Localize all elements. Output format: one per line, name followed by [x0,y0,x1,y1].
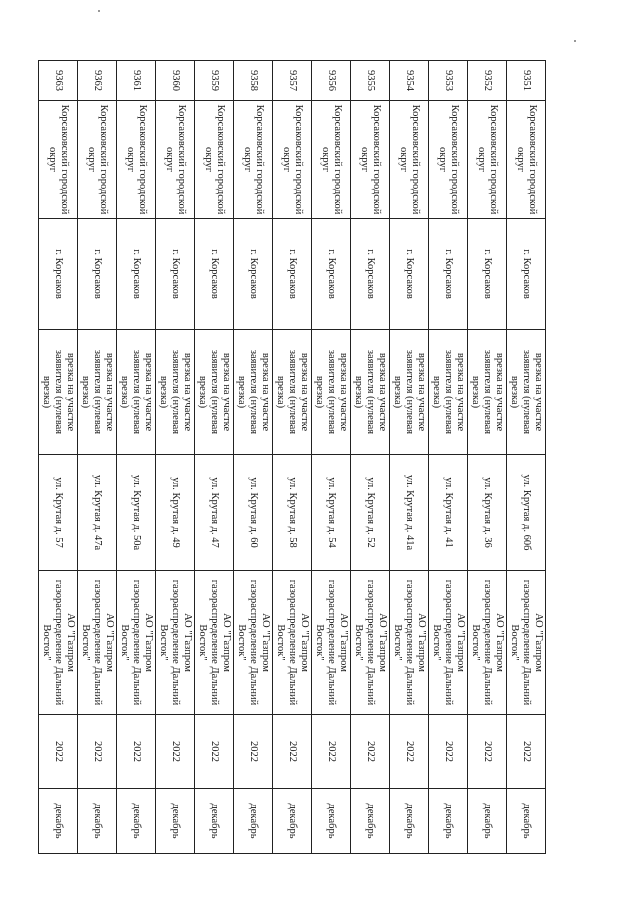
address-cell: ул. Крутая д. 60б [507,455,546,571]
work-type-cell: врезка на участке заявителя (нулевая врезка) [39,330,78,455]
table-row [390,61,429,854]
district-cell: Корсаковский городской округ [507,101,546,219]
district-cell: Корсаковский городской округ [468,101,507,219]
district-cell: Корсаковский городской округ [117,101,156,219]
year-cell: 2022 [351,715,390,789]
address-cell: ул. Крутая д. 58 [273,455,312,571]
work-type-cell: врезка на участке заявителя (нулевая врезка) [351,330,390,455]
month-cell: декабрь [78,789,117,854]
address-cell: ул. Крутая д. 41а [390,455,429,571]
company-cell: АО "Газпром газораспределение Дальний Восток" [117,571,156,715]
table-row [351,61,390,854]
year-cell: 2022 [39,715,78,789]
year-cell: 2022 [429,715,468,789]
month-cell: декабрь [234,789,273,854]
address-cell: ул. Крутая д. 52 [351,455,390,571]
work-type-cell: врезка на участке заявителя (нулевая врезка) [195,330,234,455]
row-number-cell: 9363 [39,61,78,101]
year-cell: 2022 [390,715,429,789]
district-cell: Корсаковский городской округ [351,101,390,219]
district-cell: Корсаковский городской округ [78,101,117,219]
month-cell: декабрь [507,789,546,854]
locality-cell: г. Корсаков [234,219,273,330]
table-row [78,61,117,854]
company-cell: АО "Газпром газораспределение Дальний Восток" [273,571,312,715]
district-cell: Корсаковский городской округ [195,101,234,219]
row-number-cell: 9356 [312,61,351,101]
work-type-cell: врезка на участке заявителя (нулевая врезка) [468,330,507,455]
row-number-cell: 9352 [468,61,507,101]
year-cell: 2022 [195,715,234,789]
year-cell: 2022 [273,715,312,789]
district-cell: Корсаковский городской округ [312,101,351,219]
table-row [117,61,156,854]
row-number-cell: 9351 [507,61,546,101]
work-type-cell: врезка на участке заявителя (нулевая врезка) [234,330,273,455]
month-cell: декабрь [468,789,507,854]
rotated-table-wrapper [41,60,546,853]
company-cell: АО "Газпром газораспределение Дальний Восток" [390,571,429,715]
district-cell: Корсаковский городской округ [234,101,273,219]
address-cell: ул. Крутая д. 47 [195,455,234,571]
table-row [429,61,468,854]
row-number-cell: 9355 [351,61,390,101]
work-type-cell: врезка на участке заявителя (нулевая врезка) [273,330,312,455]
work-type-cell: врезка на участке заявителя (нулевая врезка) [390,330,429,455]
company-cell: АО "Газпром газораспределение Дальний Восток" [312,571,351,715]
year-cell: 2022 [156,715,195,789]
month-cell: декабрь [273,789,312,854]
scan-speck [98,10,100,12]
row-number-cell: 9362 [78,61,117,101]
address-cell: ул. Крутая д. 50а [117,455,156,571]
company-cell: АО "Газпром газораспределение Дальний Восток" [429,571,468,715]
address-cell: ул. Крутая д. 41 [429,455,468,571]
row-number-cell: 9358 [234,61,273,101]
address-cell: ул. Крутая д. 36 [468,455,507,571]
row-number-cell: 9357 [273,61,312,101]
work-type-cell: врезка на участке заявителя (нулевая врезка) [156,330,195,455]
locality-cell: г. Корсаков [312,219,351,330]
locality-cell: г. Корсаков [507,219,546,330]
address-cell: ул. Крутая д. 49 [156,455,195,571]
year-cell: 2022 [234,715,273,789]
table-row [507,61,546,854]
work-type-cell: врезка на участке заявителя (нулевая врезка) [507,330,546,455]
scan-speck [574,40,576,42]
address-cell: ул. Крутая д. 47а [78,455,117,571]
address-cell: ул. Крутая д. 57 [39,455,78,571]
month-cell: декабрь [117,789,156,854]
month-cell: декабрь [390,789,429,854]
table-row [312,61,351,854]
row-number-cell: 9361 [117,61,156,101]
locality-cell: г. Корсаков [468,219,507,330]
row-number-cell: 9354 [390,61,429,101]
work-type-cell: врезка на участке заявителя (нулевая врезка) [312,330,351,455]
company-cell: АО "Газпром газораспределение Дальний Восток" [39,571,78,715]
company-cell: АО "Газпром газораспределение Дальний Восток" [195,571,234,715]
district-cell: Корсаковский городской округ [39,101,78,219]
company-cell: АО "Газпром газораспределение Дальний Восток" [351,571,390,715]
locality-cell: г. Корсаков [390,219,429,330]
year-cell: 2022 [312,715,351,789]
company-cell: АО "Газпром газораспределение Дальний Восток" [234,571,273,715]
month-cell: декабрь [429,789,468,854]
work-type-cell: врезка на участке заявителя (нулевая врезка) [78,330,117,455]
table-row [468,61,507,854]
locality-cell: г. Корсаков [117,219,156,330]
locality-cell: г. Корсаков [429,219,468,330]
month-cell: декабрь [195,789,234,854]
year-cell: 2022 [507,715,546,789]
locality-cell: г. Корсаков [39,219,78,330]
company-cell: АО "Газпром газораспределение Дальний Восток" [507,571,546,715]
row-number-cell: 9353 [429,61,468,101]
district-cell: Корсаковский городской округ [429,101,468,219]
table-row [234,61,273,854]
work-type-cell: врезка на участке заявителя (нулевая врезка) [117,330,156,455]
year-cell: 2022 [78,715,117,789]
table-row [195,61,234,854]
row-number-cell: 9360 [156,61,195,101]
row-number-cell: 9359 [195,61,234,101]
address-cell: ул. Крутая д. 60 [234,455,273,571]
locality-cell: г. Корсаков [78,219,117,330]
month-cell: декабрь [39,789,78,854]
company-cell: АО "Газпром газораспределение Дальний Восток" [78,571,117,715]
work-type-cell: врезка на участке заявителя (нулевая врезка) [429,330,468,455]
district-cell: Корсаковский городской округ [390,101,429,219]
works-table [38,60,546,854]
month-cell: декабрь [156,789,195,854]
locality-cell: г. Корсаков [195,219,234,330]
district-cell: Корсаковский городской округ [273,101,312,219]
locality-cell: г. Корсаков [351,219,390,330]
table-body [39,61,546,854]
address-cell: ул. Крутая д. 54 [312,455,351,571]
locality-cell: г. Корсаков [156,219,195,330]
year-cell: 2022 [117,715,156,789]
district-cell: Корсаковский городской округ [156,101,195,219]
month-cell: декабрь [351,789,390,854]
company-cell: АО "Газпром газораспределение Дальний Восток" [468,571,507,715]
month-cell: декабрь [312,789,351,854]
year-cell: 2022 [468,715,507,789]
table-row [39,61,78,854]
company-cell: АО "Газпром газораспределение Дальний Восток" [156,571,195,715]
locality-cell: г. Корсаков [273,219,312,330]
table-row [156,61,195,854]
table-row [273,61,312,854]
